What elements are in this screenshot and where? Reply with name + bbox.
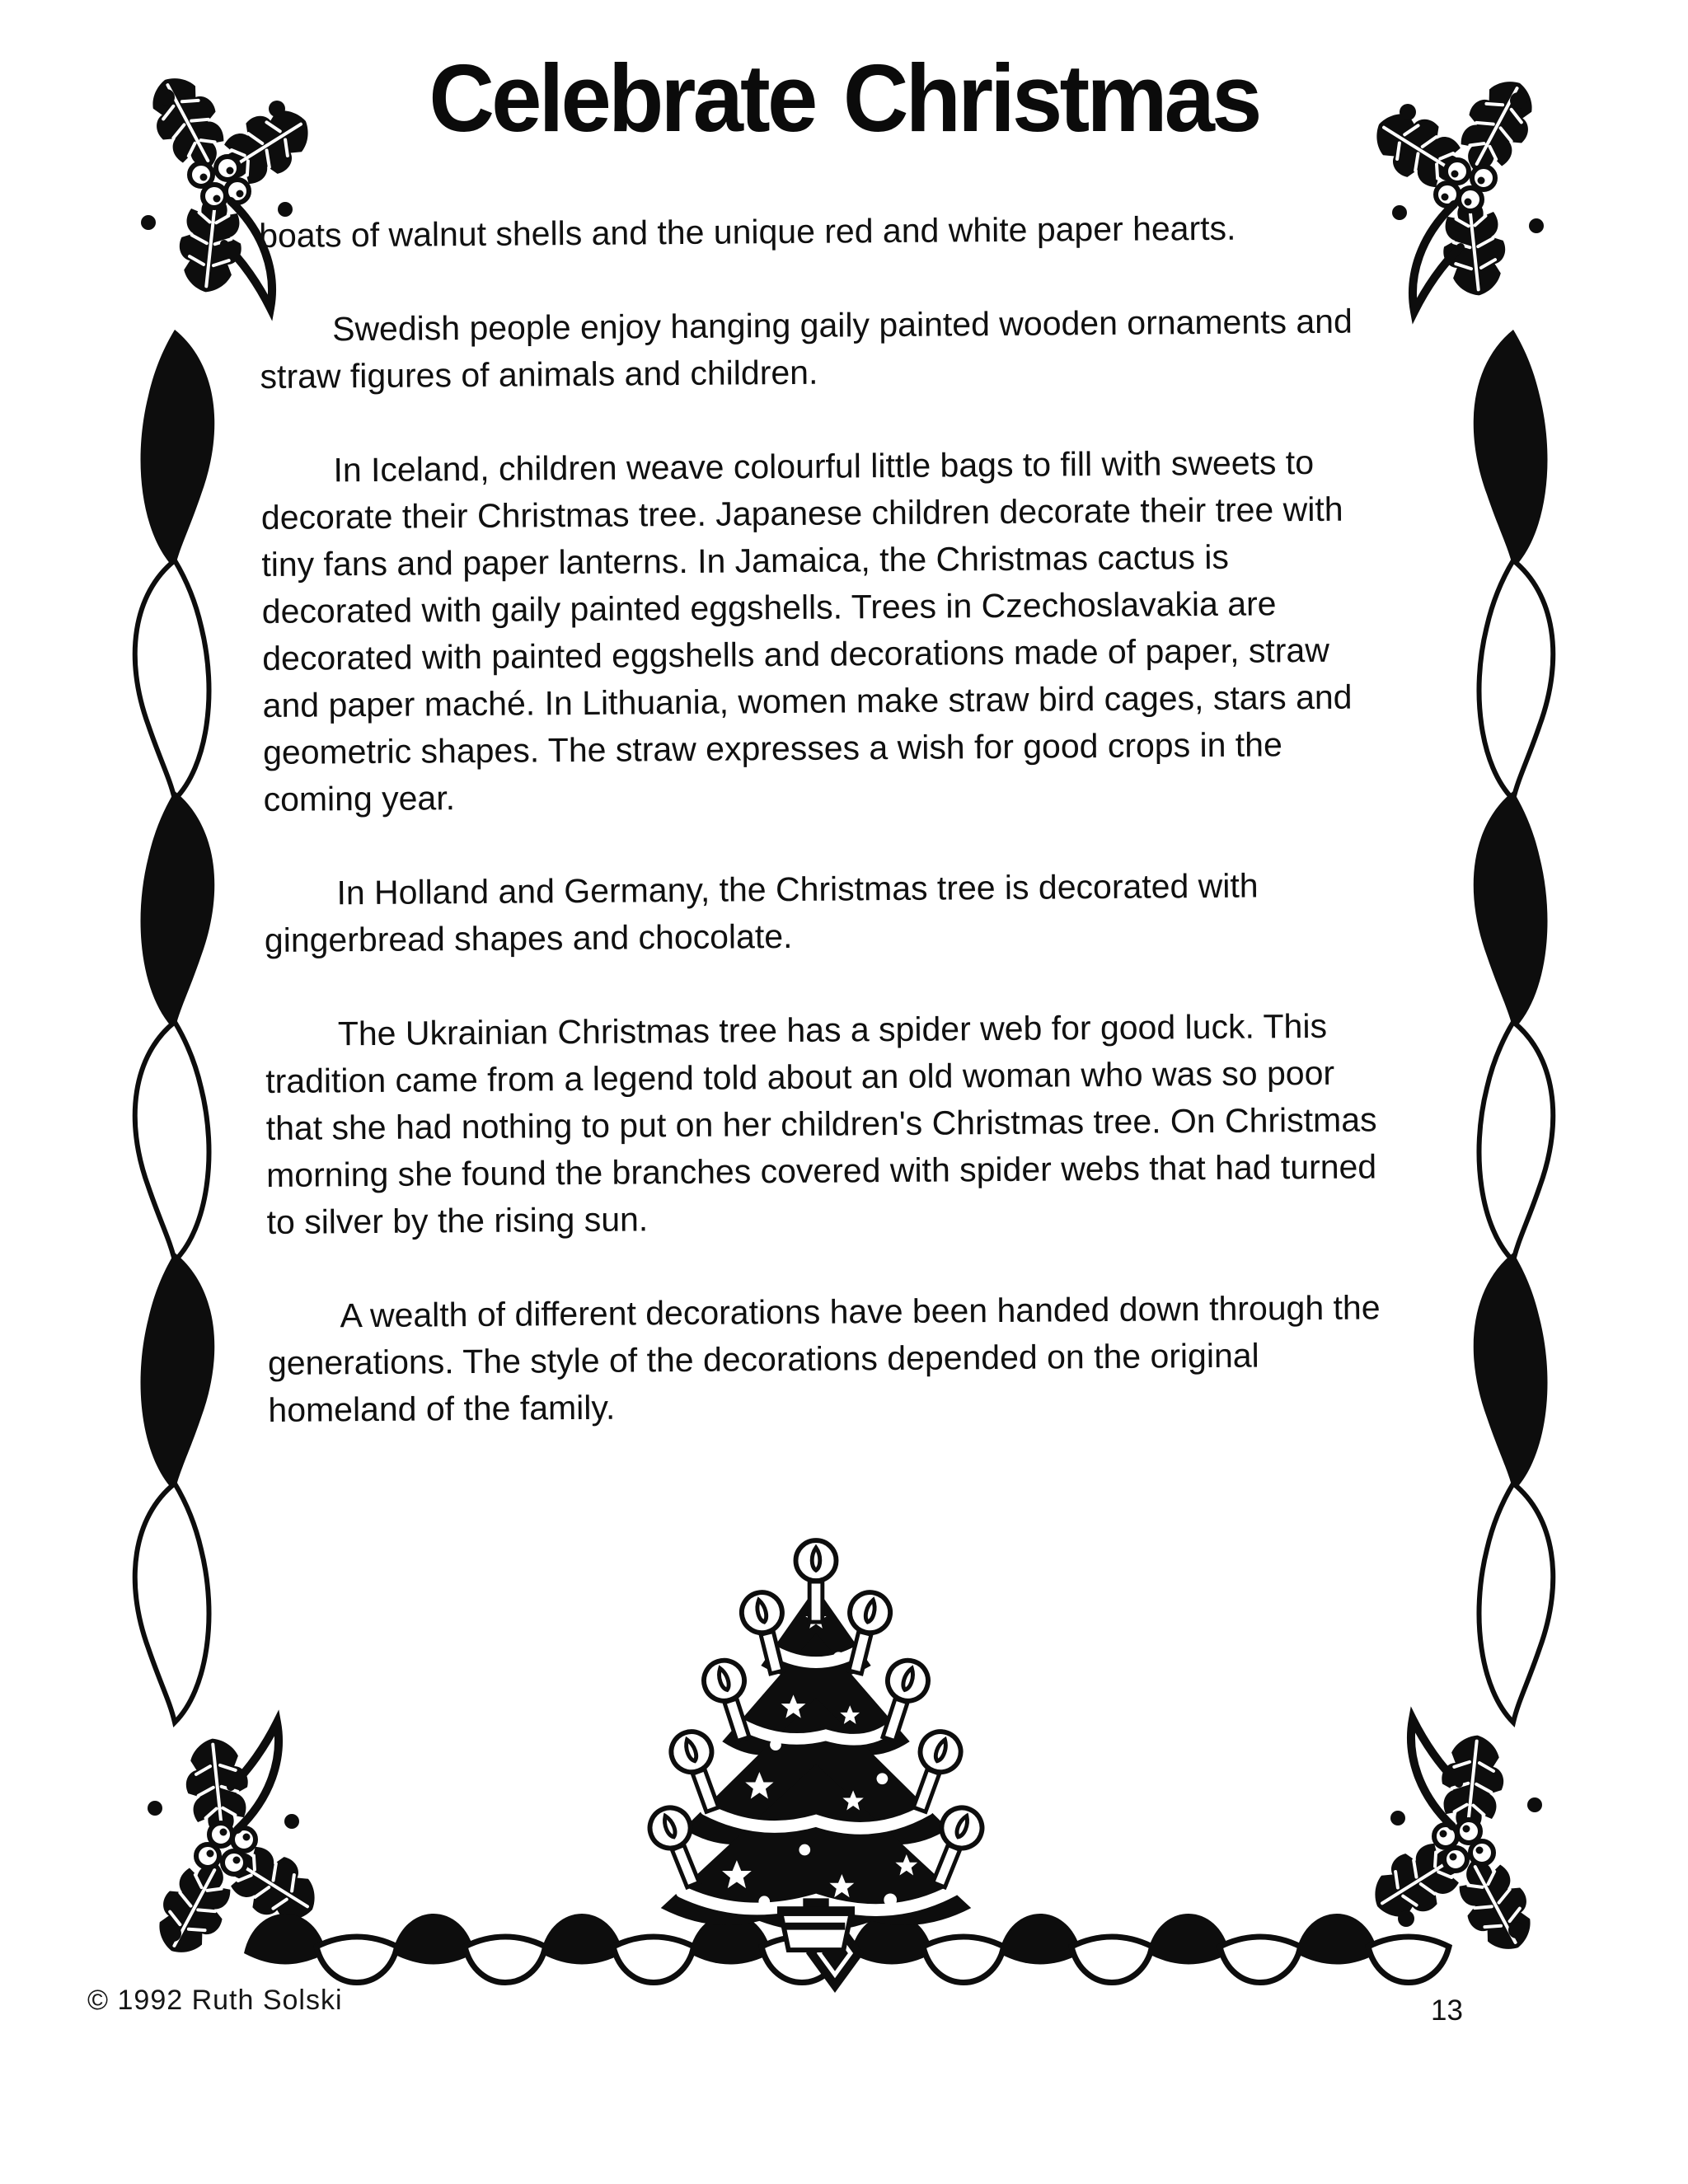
paragraph: A wealth of different decorations have been handed down through the generations. The style of the decorations depended on the original homeland of the family. [267, 1288, 1381, 1429]
christmas-tree-icon [636, 1543, 996, 1955]
ribbon-border-left-icon [92, 330, 257, 1714]
ribbon-border-right-icon [1431, 330, 1596, 1714]
paragraph: boats of walnut shells and the unique red and white paper hearts. [259, 209, 1236, 255]
paragraph: In Iceland, children weave colourful little bags to fill with sweets to decorate their Christmas tree. Japanese children decorate their tree with tiny fans and paper lanterns. In Jamaica, the Christmas cactus is decorated with gaily painted eggshells. Trees in Czechoslavakia are decorated with painted eggshells and decorations made of paper, straw and paper maché. In Lithuania, women make straw bird cages, stars and geometric shapes. The straw expresses a wish for good crops in the coming year. [260, 443, 1353, 818]
page-number: 13 [1431, 1994, 1463, 2027]
paragraph: The Ukrainian Christmas tree has a spider web for good luck. This tradition came from a legend told about an old woman who was so poor that she had nothing to put on her children's Christmas tree. On Christmas morning she found the branches covered with spider webs that had turned to silver by the rising sun. [265, 1006, 1377, 1241]
article-body [259, 204, 1386, 1481]
paragraph: Swedish people enjoy hanging gaily painted wooden ornaments and straw figures of animals and children. [260, 302, 1353, 396]
copyright-line: © 1992 Ruth Solski [87, 1985, 343, 2016]
paragraph: In Holland and Germany, the Christmas tree is decorated with gingerbread shapes and chocolate. [264, 866, 1259, 959]
page-title: Celebrate Christmas [429, 45, 1259, 152]
